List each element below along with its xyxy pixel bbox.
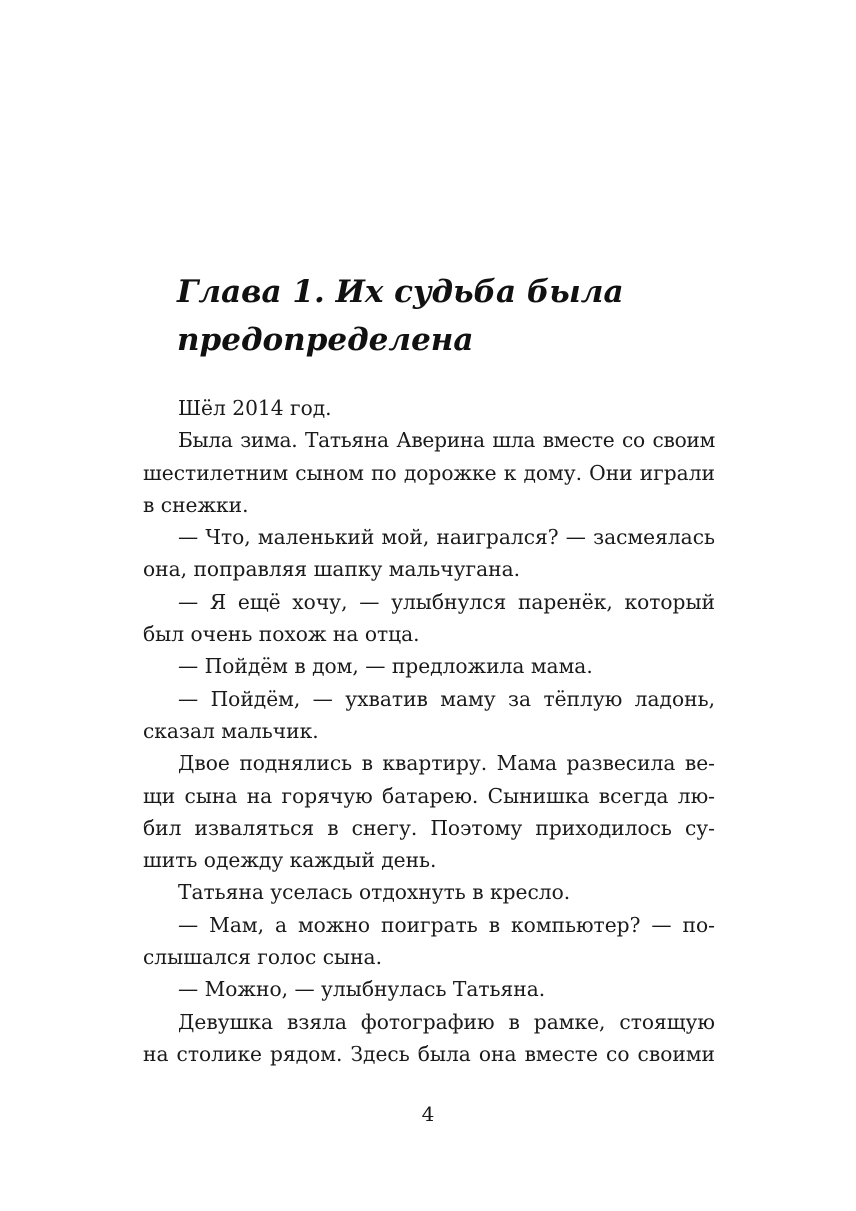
body-text: [143, 392, 715, 1070]
text-line: щи сына на горячую батарею. Сынишка всегда лю-: [143, 783, 715, 808]
text-line: Двое поднялись в квартиру. Мама развесила ве-: [178, 751, 715, 776]
chapter-title-line: предопределена: [177, 322, 474, 358]
text-line: шить одежду каждый день.: [143, 848, 437, 873]
text-line: — Пойдём, — ухватив маму за тёплую ладонь,: [178, 686, 715, 711]
text-line: бил изваляться в снегу. Поэтому приходилось су-: [143, 815, 715, 840]
text-line: — Я ещё хочу, — улыбнулся паренёк, который: [178, 589, 715, 614]
text-line: — Пойдём в дом, — предложила мама.: [178, 654, 593, 679]
text-line: Татьяна уселась отдохнуть в кресло.: [178, 880, 571, 905]
text-line: Шёл 2014 год.: [178, 396, 332, 420]
text-line: сказал мальчик.: [143, 718, 319, 743]
text-line: в снежки.: [143, 492, 249, 517]
text-line: — Можно, — улыбнулась Татьяна.: [178, 977, 546, 1002]
text-line: шестилетним сыном по дорожке к дому. Они играли: [143, 460, 715, 485]
text-line: на столике рядом. Здесь была она вместе со своими: [143, 1041, 715, 1066]
text-line: Была зима. Татьяна Аверина шла вместе со своим: [178, 428, 715, 453]
chapter-title-line: Глава 1. Их судьба была: [177, 274, 624, 310]
text-line: — Мам, а можно поиграть в компьютер? — по-: [178, 912, 715, 937]
text-line: слышался голос сына.: [143, 945, 382, 970]
text-line: она, поправляя шапку мальчугана.: [143, 557, 521, 582]
page-number: 4: [421, 1102, 435, 1126]
text-line: — Что, маленький мой, наигрался? — засмеялась: [178, 525, 715, 550]
chapter-title: [177, 268, 737, 364]
text-line: был очень похож на отца.: [143, 622, 420, 647]
text-line: Девушка взяла фотографию в рамке, стоящую: [178, 1009, 715, 1034]
